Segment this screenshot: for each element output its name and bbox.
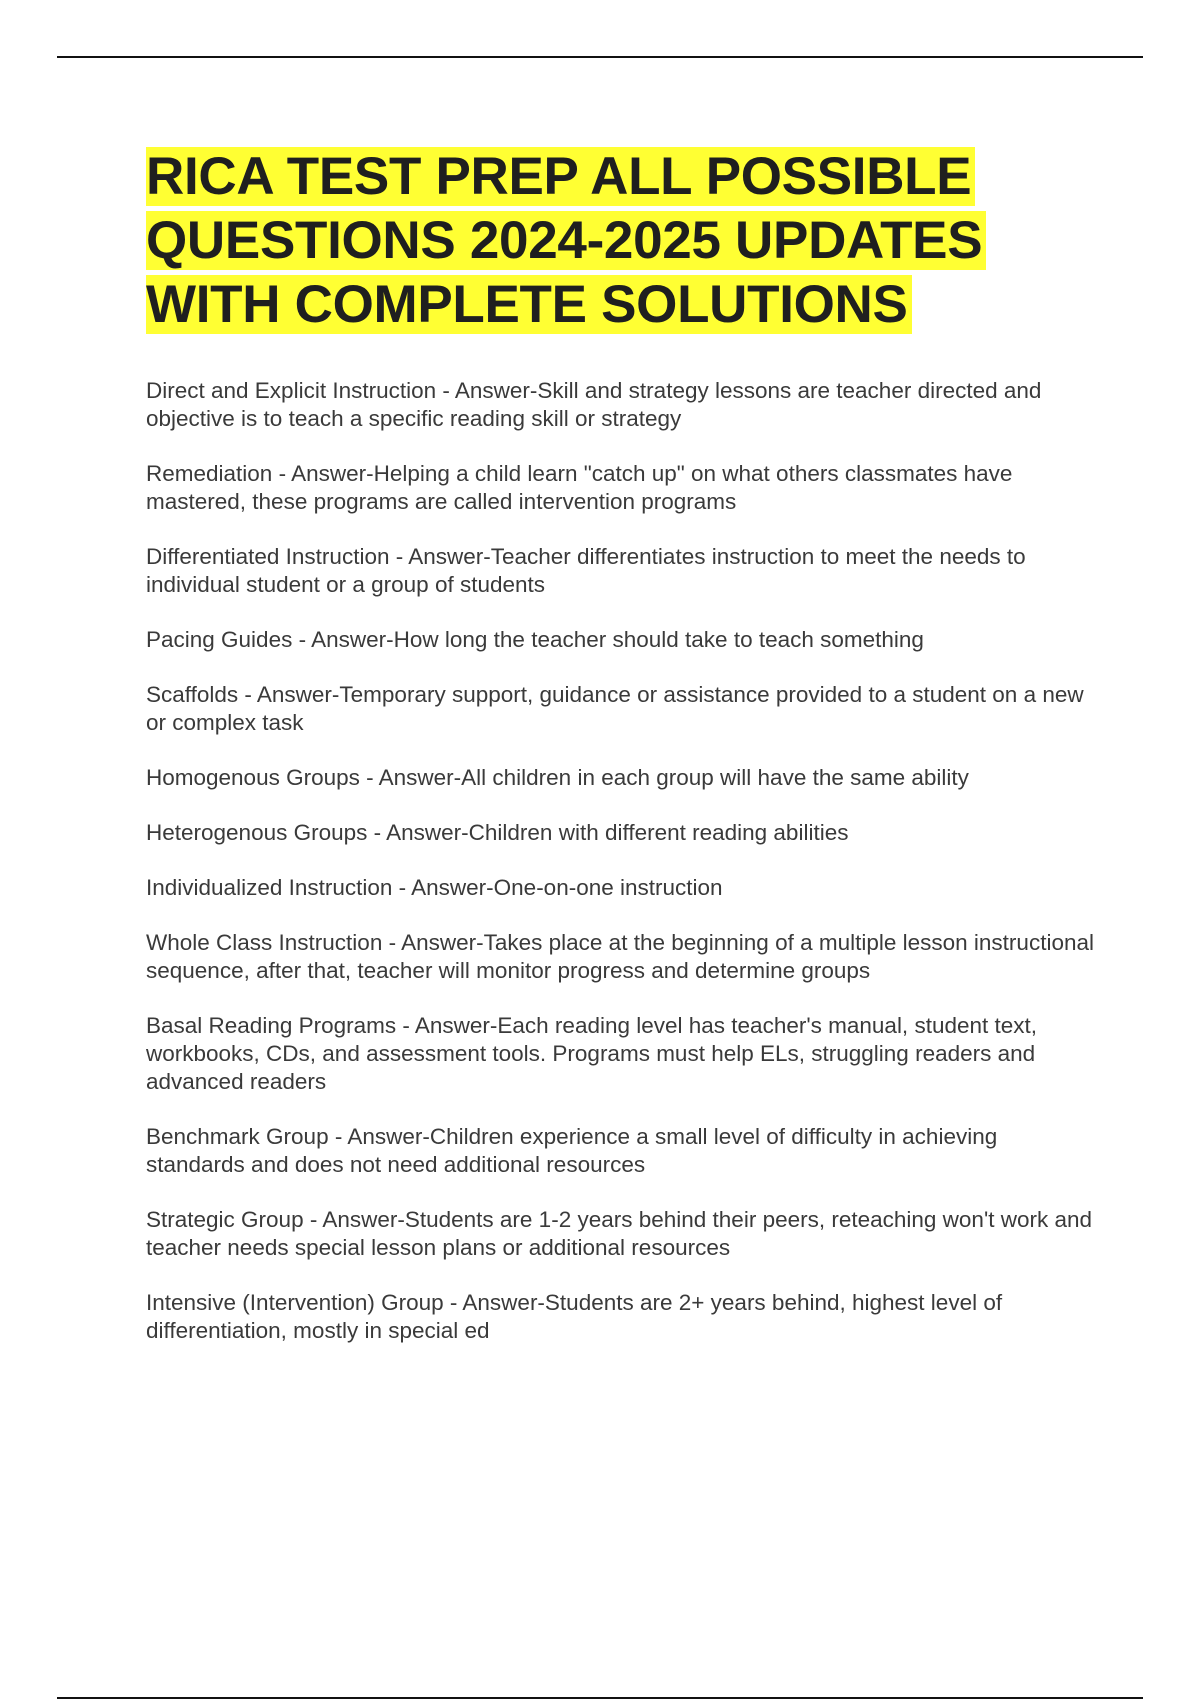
- qa-entry: Intensive (Intervention) Group - Answer-Students are 2+ years behind, highest level of differentiation, mostly in special ed: [146, 1290, 1003, 1343]
- qa-entry: Direct and Explicit Instruction - Answer-Skill and strategy lessons are teacher directed and objective is to teach a specific reading skill or strategy: [146, 378, 1042, 431]
- qa-entry: Heterogenous Groups - Answer-Children with different reading abilities: [146, 820, 849, 845]
- qa-entry: Strategic Group - Answer-Students are 1-2 years behind their peers, reteaching won't work and teacher needs special lesson plans or additional resources: [146, 1207, 1093, 1260]
- header-rule: [57, 56, 1143, 58]
- title-line: [146, 145, 1096, 209]
- title-line: [146, 209, 1096, 273]
- title-highlight: WITH COMPLETE SOLUTIONS: [146, 275, 912, 334]
- qa-entry: Pacing Guides - Answer-How long the teacher should take to teach something: [146, 627, 924, 652]
- qa-entry: Homogenous Groups - Answer-All children in each group will have the same ability: [146, 765, 969, 790]
- qa-entry: Remediation - Answer-Helping a child learn "catch up" on what others classmates have mastered, these programs are called intervention programs: [146, 461, 1013, 514]
- qa-entry: Differentiated Instruction - Answer-Teacher differentiates instruction to meet the needs to individual student or a group of students: [146, 544, 1026, 597]
- qa-entry: Scaffolds - Answer-Temporary support, guidance or assistance provided to a student on a new or complex task: [146, 682, 1084, 735]
- qa-entry: Whole Class Instruction - Answer-Takes place at the beginning of a multiple lesson instructional sequence, after that, teacher will monitor progress and determine groups: [146, 930, 1094, 983]
- footer-rule: [57, 1697, 1143, 1699]
- document-title: [146, 145, 1096, 337]
- qa-entry: Basal Reading Programs - Answer-Each reading level has teacher's manual, student text, workbooks, CDs, and assessment tools. Programs must help ELs, struggling readers and advanced readers: [146, 1013, 1038, 1094]
- qa-list: [146, 377, 1096, 1345]
- document-body: [146, 145, 1096, 1372]
- title-highlight: RICA TEST PREP ALL POSSIBLE: [146, 147, 975, 206]
- qa-entry: Benchmark Group - Answer-Children experience a small level of difficulty in achieving standards and does not need additional resources: [146, 1124, 998, 1177]
- title-highlight: QUESTIONS 2024-2025 UPDATES: [146, 211, 986, 270]
- title-line: [146, 273, 1096, 337]
- qa-entry: Individualized Instruction - Answer-One-on-one instruction: [146, 875, 723, 900]
